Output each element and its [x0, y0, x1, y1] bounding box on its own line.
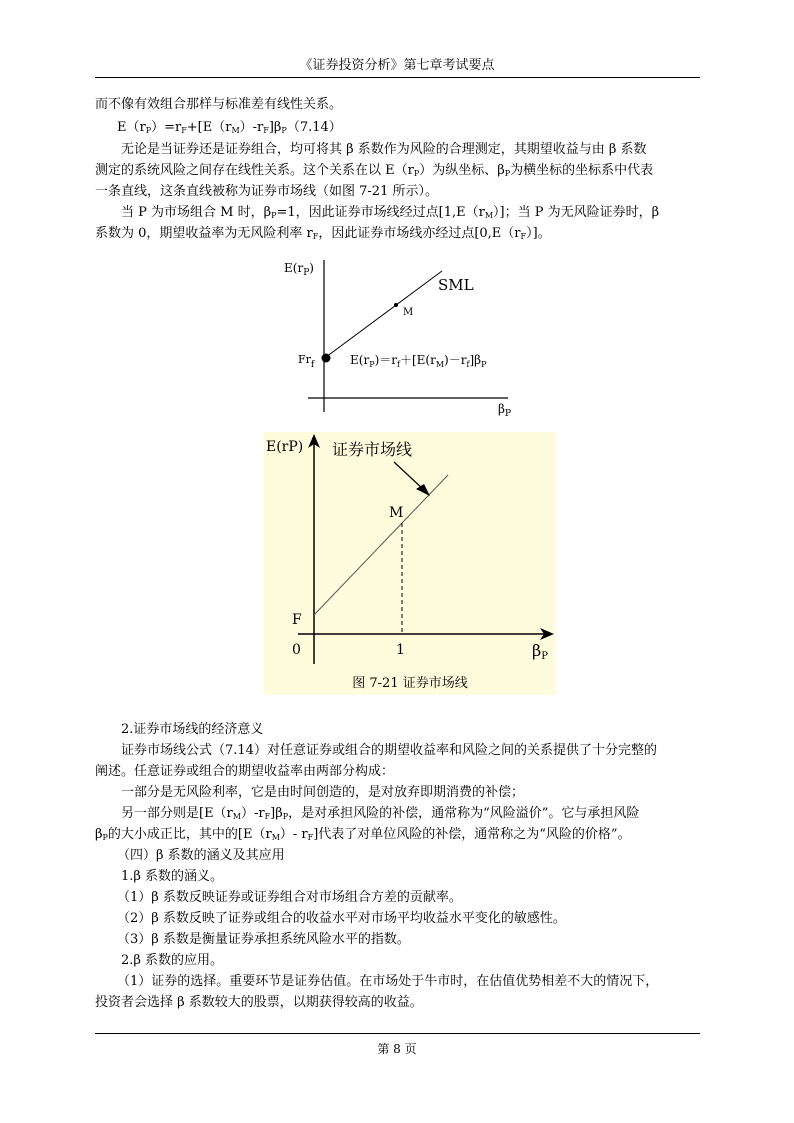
sml-figure-a [260, 250, 540, 425]
x-axis-label: βP [532, 641, 548, 662]
x-tick-1: 1 [396, 642, 405, 658]
list-item: （3）β 系数是衡量证券承担系统风险水平的指数。 [117, 932, 410, 947]
sml-line [326, 271, 442, 357]
point-f-label: F [292, 612, 302, 628]
paragraph-line: 阐述。任意证券或组合的期望收益率由两部分构成： [95, 764, 395, 779]
subheading: 2.β 系数的应用。 [121, 953, 224, 968]
point-f-marker [322, 354, 331, 363]
section-heading: 2.证券市场线的经济意义 [121, 722, 264, 737]
sml-label: 证券市场线 [332, 440, 413, 459]
header-rule [95, 77, 700, 78]
paragraph-line: 投资者会选择 β 系数较大的股票，以期获得较高的收益。 [95, 995, 423, 1010]
point-m-marker [394, 303, 398, 307]
paragraph-line: 测定的系统风险之间存在线性关系。这个关系在以 $E(r_P)$为纵坐标、$\beta_P$为横坐标的坐标系中代表 [95, 163, 654, 178]
page-header-title: 《证券投资分析》第七章考试要点 [299, 58, 495, 73]
sml-figure-b [264, 432, 556, 695]
callout-arrow [394, 462, 424, 490]
y-axis-label: $E(r_P)$ [284, 261, 314, 278]
x-axis-label: $\beta_P$ [498, 402, 511, 419]
point-m-label: M [403, 307, 414, 318]
page-number: 第 8 页 [377, 1042, 417, 1056]
paragraph-line: 系数为 0，期望收益率为无风险利率 $r_F$，因此证券市场线亦经过点$[0,E(r_F)]$。 [95, 226, 551, 241]
list-item: （1）β 系数反映证券或证券组合对市场组合方差的贡献率。 [117, 890, 462, 905]
point-f-label: $Fr_f$ [298, 353, 315, 370]
paragraph-line: 而不像有效组合那样与标准差有线性关系。 [95, 97, 343, 112]
footer-rule [95, 1033, 700, 1034]
figure-caption: 图 7-21 证券市场线 [352, 676, 468, 691]
formula-7-14: $E(r_P)=r_F+[E(r_M)-r_F]\beta_P(7.14)$ [117, 120, 342, 135]
paragraph-line: 证券市场线公式（7.14）对任意证券或组合的期望收益率和风险之间的关系提供了十分完整的 [121, 743, 657, 758]
sml-line [314, 475, 448, 615]
section-heading: （四）β 系数的涵义及其应用 [117, 848, 285, 863]
paragraph-line: 当 P 为市场组合 M 时，$\beta_P=1$，因此证券市场线经过点$[1,E(r_M)]$；当 P 为无风险证券时，β [121, 205, 660, 220]
paragraph-line: 一条直线，这条直线被称为证券市场线（如图 7-21 所示）。 [95, 184, 438, 199]
list-item: （2）β 系数反映了证券或组合的收益水平对市场平均收益水平变化的敏感性。 [117, 911, 566, 926]
sml-label: SML [438, 276, 474, 294]
paragraph-line: 一部分是无风险利率，它是由时间创造的，是对放弃即期消费的补偿； [121, 785, 525, 800]
paragraph-line: （1）证券的选择。重要环节是证券估值。在市场处于牛市时，在估值优势相差不大的情况下， [117, 974, 659, 989]
sml-equation: $E(r_P)=r_f+[E(r_M)-r_f]\beta_P$ [350, 353, 487, 369]
paragraph-line: 无论是当证券还是证券组合，均可将其 β 系数作为风险的合理测定，其期望收益与由 β 系数 [121, 142, 647, 157]
callout-arrowhead-icon [416, 484, 430, 496]
paragraph-line: $\beta_P$的大小成正比，其中的[$E(r_M)-$ $r_F$]代表了对单位风险的补偿，通常称之为“风险的价格”。 [95, 827, 631, 842]
y-axis-label: E(rP) [266, 439, 304, 455]
subheading: 1.β 系数的涵义。 [121, 869, 224, 884]
paragraph-line: 另一部分则是$[E(r_M)-r_F]\beta_P$，是对承担风险的补偿，通常称为“风险溢价”。它与承担风险 [121, 806, 640, 821]
point-m-label: M [389, 505, 404, 521]
origin-label: 0 [292, 642, 301, 658]
